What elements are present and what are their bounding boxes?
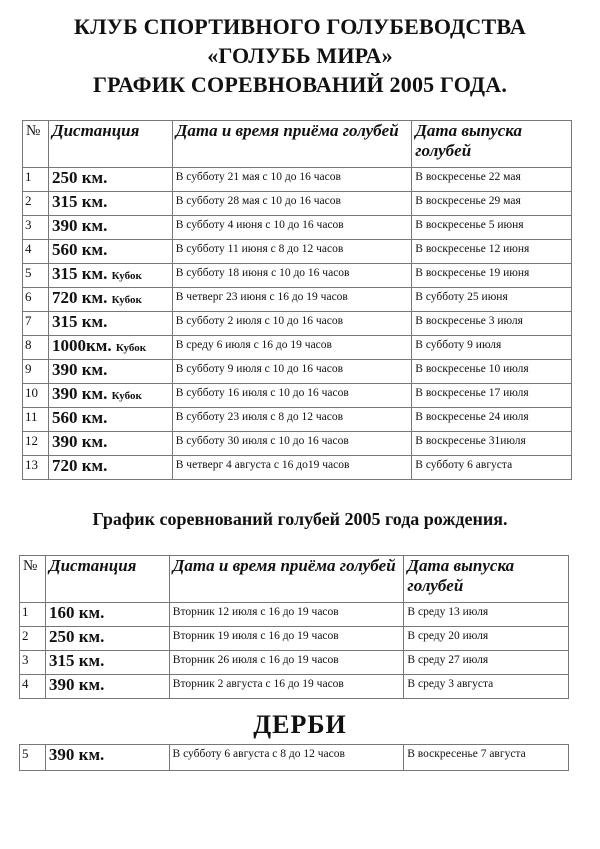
row-release: В воскресенье 19 июня	[412, 264, 572, 288]
row-number: 3	[23, 216, 49, 240]
row-distance-value: 720 км.	[51, 288, 108, 307]
row-distance	[48, 360, 172, 384]
row-release: В субботу 6 августа	[412, 456, 572, 480]
row-number: 4	[23, 240, 49, 264]
row-distance-value: 1000км.	[51, 336, 112, 355]
row-number: 10	[23, 384, 49, 408]
row-distance	[48, 192, 172, 216]
row-distance-value: 390 км.	[51, 432, 108, 451]
row-release: В среду 13 июля	[404, 603, 569, 627]
table-row	[23, 384, 572, 408]
col-num: №	[20, 556, 46, 603]
row-release: В среду 27 июля	[404, 651, 569, 675]
row-intake: В субботу 4 июня с 10 до 16 часов	[172, 216, 412, 240]
row-number: 1	[20, 603, 46, 627]
club-motto: «ГОЛУБЬ МИРА»	[207, 43, 393, 68]
row-number: 11	[23, 408, 49, 432]
row-intake: В субботу 11 июня с 8 до 12 часов	[172, 240, 412, 264]
table-row	[23, 216, 572, 240]
young-birds-title: График соревнований голубей 2005 года рождения.	[92, 509, 508, 529]
row-release: В субботу 25 июня	[412, 288, 572, 312]
row-number: 12	[23, 432, 49, 456]
col-release: Дата выпуска голубей	[404, 556, 569, 603]
row-distance-value: 390 км.	[51, 384, 108, 403]
table-row	[23, 336, 572, 360]
row-distance-value: 390 км.	[48, 675, 105, 694]
row-distance-value: 250 км.	[48, 627, 105, 646]
row-distance	[45, 675, 169, 699]
row-distance	[45, 603, 169, 627]
row-intake: Вторник 2 августа с 16 до 19 часов	[169, 675, 404, 699]
cup-badge: Кубок	[111, 390, 142, 402]
row-intake: В четверг 23 июня с 16 до 19 часов	[172, 288, 412, 312]
row-release: В воскресенье 7 августа	[404, 745, 569, 771]
row-release: В субботу 9 июля	[412, 336, 572, 360]
row-number: 7	[23, 312, 49, 336]
row-distance: 390 км.	[45, 745, 169, 771]
row-release: В воскресенье 3 июля	[412, 312, 572, 336]
row-distance-value: 250 км.	[51, 168, 108, 187]
table-header-row	[20, 556, 569, 603]
row-intake: Вторник 26 июля с 16 до 19 часов	[169, 651, 404, 675]
col-num: №	[23, 121, 49, 168]
row-number: 9	[23, 360, 49, 384]
row-intake: Вторник 19 июля с 16 до 19 часов	[169, 627, 404, 651]
table-header-row	[23, 121, 572, 168]
derby-title: ДЕРБИ	[253, 710, 347, 739]
row-distance-value: 315 км.	[51, 312, 108, 331]
table-row	[20, 627, 569, 651]
row-distance-value: 315 км.	[48, 651, 105, 670]
row-intake: В субботу 23 июля с 8 до 12 часов	[172, 408, 412, 432]
col-intake: Дата и время приёма голубей	[169, 556, 404, 603]
row-intake: В субботу 28 мая с 10 до 16 часов	[172, 192, 412, 216]
table-row	[23, 264, 572, 288]
page-title: ГРАФИК СОРЕВНОВАНИЙ 2005 ГОДА.	[92, 72, 508, 97]
row-distance	[45, 627, 169, 651]
table-row	[20, 603, 569, 627]
row-distance	[48, 336, 172, 360]
row-intake: В субботу 30 июля с 10 до 16 часов	[172, 432, 412, 456]
cup-badge: Кубок	[115, 342, 147, 354]
row-release: В воскресенье 24 июля	[412, 408, 572, 432]
row-distance-value: 160 км.	[48, 603, 105, 622]
club-name: КЛУБ СПОРТИВНОГО ГОЛУБЕВОДСТВА	[74, 14, 526, 39]
table-row	[23, 288, 572, 312]
row-intake: В субботу 9 июля с 10 до 16 часов	[172, 360, 412, 384]
row-number: 2	[20, 627, 46, 651]
row-distance	[48, 408, 172, 432]
row-distance-value: 560 км.	[51, 240, 108, 259]
col-distance: Дистанция	[48, 121, 172, 168]
row-release: В воскресенье 22 мая	[412, 168, 572, 192]
row-distance-value: 390 км.	[51, 360, 108, 379]
row-distance	[48, 288, 172, 312]
schedule-table	[22, 120, 572, 480]
row-distance	[48, 456, 172, 480]
document-header	[0, 12, 600, 99]
row-distance-value: 560 км.	[51, 408, 108, 427]
row-distance	[48, 264, 172, 288]
row-distance-value: 315 км.	[51, 264, 108, 283]
row-distance	[48, 168, 172, 192]
table-row	[23, 168, 572, 192]
table-row	[23, 240, 572, 264]
row-distance	[45, 651, 169, 675]
table-row	[23, 456, 572, 480]
row-number: 3	[20, 651, 46, 675]
young-birds-table	[19, 555, 569, 699]
table-row	[23, 408, 572, 432]
row-number: 5	[20, 745, 46, 771]
row-release: В воскресенье 17 июля	[412, 384, 572, 408]
row-number: 1	[23, 168, 49, 192]
row-distance	[48, 216, 172, 240]
row-distance	[48, 312, 172, 336]
row-number: 13	[23, 456, 49, 480]
table-row	[20, 745, 569, 771]
col-intake: Дата и время приёма голубей	[172, 121, 412, 168]
table-row	[23, 432, 572, 456]
row-distance-value: 390 км.	[51, 216, 108, 235]
table-row	[20, 651, 569, 675]
row-release: В воскресенье 12 июня	[412, 240, 572, 264]
row-number: 4	[20, 675, 46, 699]
cup-badge: Кубок	[111, 294, 142, 306]
row-distance	[48, 384, 172, 408]
col-release: Дата выпуска голубей	[412, 121, 572, 168]
table-row	[23, 192, 572, 216]
row-release: В среду 20 июля	[404, 627, 569, 651]
row-intake: Вторник 12 июля с 16 до 19 часов	[169, 603, 404, 627]
row-release: В воскресенье 31июля	[412, 432, 572, 456]
cup-badge: Кубок	[111, 270, 142, 282]
row-number: 5	[23, 264, 49, 288]
row-intake: В субботу 21 мая с 10 до 16 часов	[172, 168, 412, 192]
row-intake: В субботу 2 июля с 10 до 16 часов	[172, 312, 412, 336]
row-distance-value: 720 км.	[51, 456, 108, 475]
col-distance: Дистанция	[45, 556, 169, 603]
row-intake: В четверг 4 августа с 16 до19 часов	[172, 456, 412, 480]
row-distance-value: 315 км.	[51, 192, 108, 211]
table-row	[23, 312, 572, 336]
row-release: В воскресенье 5 июня	[412, 216, 572, 240]
table-row	[20, 675, 569, 699]
row-distance	[48, 432, 172, 456]
row-release: В воскресенье 29 мая	[412, 192, 572, 216]
row-distance	[48, 240, 172, 264]
row-number: 2	[23, 192, 49, 216]
row-release: В среду 3 августа	[404, 675, 569, 699]
table-row	[23, 360, 572, 384]
row-intake: В субботу 16 июля с 10 до 16 часов	[172, 384, 412, 408]
row-number: 8	[23, 336, 49, 360]
derby-table	[19, 744, 569, 771]
row-number: 6	[23, 288, 49, 312]
row-release: В воскресенье 10 июля	[412, 360, 572, 384]
row-intake: В субботу 6 августа с 8 до 12 часов	[169, 745, 404, 771]
row-intake: В среду 6 июля с 16 до 19 часов	[172, 336, 412, 360]
row-intake: В субботу 18 июня с 10 до 16 часов	[172, 264, 412, 288]
